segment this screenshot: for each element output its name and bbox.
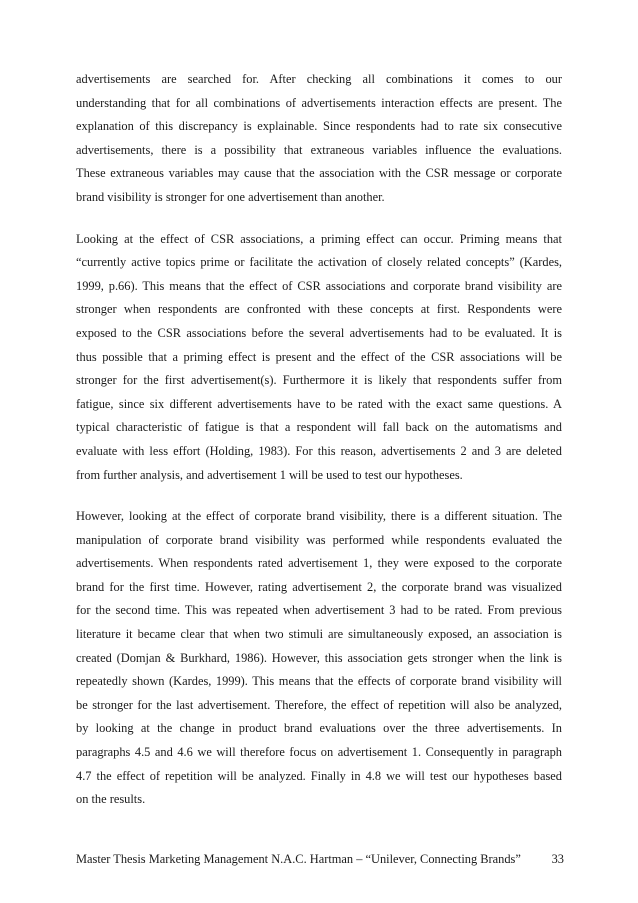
text-line: However, looking at the effect of corporate brand visibility, there is a different situation. The: [76, 509, 562, 524]
body-text: [76, 68, 562, 830]
text-line: literature it became clear that when two stimuli are simultaneously exposed, an association is: [76, 627, 562, 642]
text-line: repeatedly shown (Kardes, 1999). This means that the effects of corporate brand visibility will: [76, 674, 562, 689]
text-line: be stronger for the last advertisement. Therefore, the effect of repetition will also be analyzed,: [76, 697, 562, 712]
text-line: manipulation of corporate brand visibility was performed while respondents evaluated the: [76, 532, 562, 547]
page-number: 33: [551, 852, 564, 866]
paragraph-3: [76, 505, 562, 812]
text-line: brand for the first time. However, rating advertisement 2, the corporate brand was visualized: [76, 579, 562, 594]
text-line: stronger for the first advertisement(s). Furthermore it is likely that respondents suffer from: [76, 373, 562, 388]
text-line: These extraneous variables may cause that the association with the CSR message or corporate: [76, 166, 562, 181]
footer-title: Master Thesis Marketing Management N.A.C. Hartman – “Unilever, Connecting Brands”: [76, 852, 521, 866]
text-line: evaluate with less effort (Holding, 1983). For this reason, advertisements 2 and 3 are deleted: [76, 443, 562, 458]
paragraph-1: [76, 68, 562, 210]
text-line: understanding that for all combinations of advertisements interaction effects are present. The: [76, 95, 562, 110]
text-line: brand visibility is stronger for one advertisement than another.: [76, 189, 385, 204]
paragraph-2: [76, 228, 562, 488]
text-line: by looking at the change in product brand evaluations over the three advertisements. In: [76, 721, 562, 736]
page-footer: [76, 851, 566, 867]
text-line: stronger when respondents are confronted with these concepts at first. Respondents were: [76, 302, 562, 317]
text-line: thus possible that a priming effect is present and the effect of the CSR associations will be: [76, 349, 562, 364]
text-line: exposed to the CSR associations before the several advertisements had to be evaluated. It is: [76, 325, 562, 340]
text-line: on the results.: [76, 792, 146, 807]
text-line: advertisements, there is a possibility that extraneous variables influence the evaluations.: [76, 142, 562, 157]
text-line: 1999, p.66). This means that the effect of CSR associations and corporate brand visibility are: [76, 278, 562, 293]
text-line: explanation of this discrepancy is explainable. Since respondents had to rate six consecutive: [76, 119, 562, 134]
text-line: advertisements are searched for. After checking all combinations it comes to our: [76, 72, 562, 86]
text-line: for the second time. This was repeated when advertisement 3 had to be rated. From previous: [76, 603, 562, 618]
text-line: Looking at the effect of CSR associations, a priming effect can occur. Priming means that: [76, 231, 562, 246]
text-line: fatigue, since six different advertisements have to be rated with the exact same questions. A: [76, 396, 562, 411]
text-line: typical characteristic of fatigue is that a respondent will fall back on the automatisms and: [76, 420, 562, 435]
text-line: created (Domjan & Burkhard, 1986). However, this association gets stronger when the link is: [76, 650, 562, 665]
text-line: 4.7 the effect of repetition will be analyzed. Finally in 4.8 we will test our hypotheses based: [76, 768, 562, 783]
text-line: from further analysis, and advertisement 1 will be used to test our hypotheses.: [76, 467, 463, 482]
text-line: paragraphs 4.5 and 4.6 we will therefore focus on advertisement 1. Consequently in paragraph: [76, 745, 562, 760]
text-line: advertisements. When respondents rated advertisement 1, they were exposed to the corporate: [76, 556, 562, 571]
text-line: “currently active topics prime or facilitate the activation of closely related concepts” (Kardes,: [76, 255, 562, 270]
